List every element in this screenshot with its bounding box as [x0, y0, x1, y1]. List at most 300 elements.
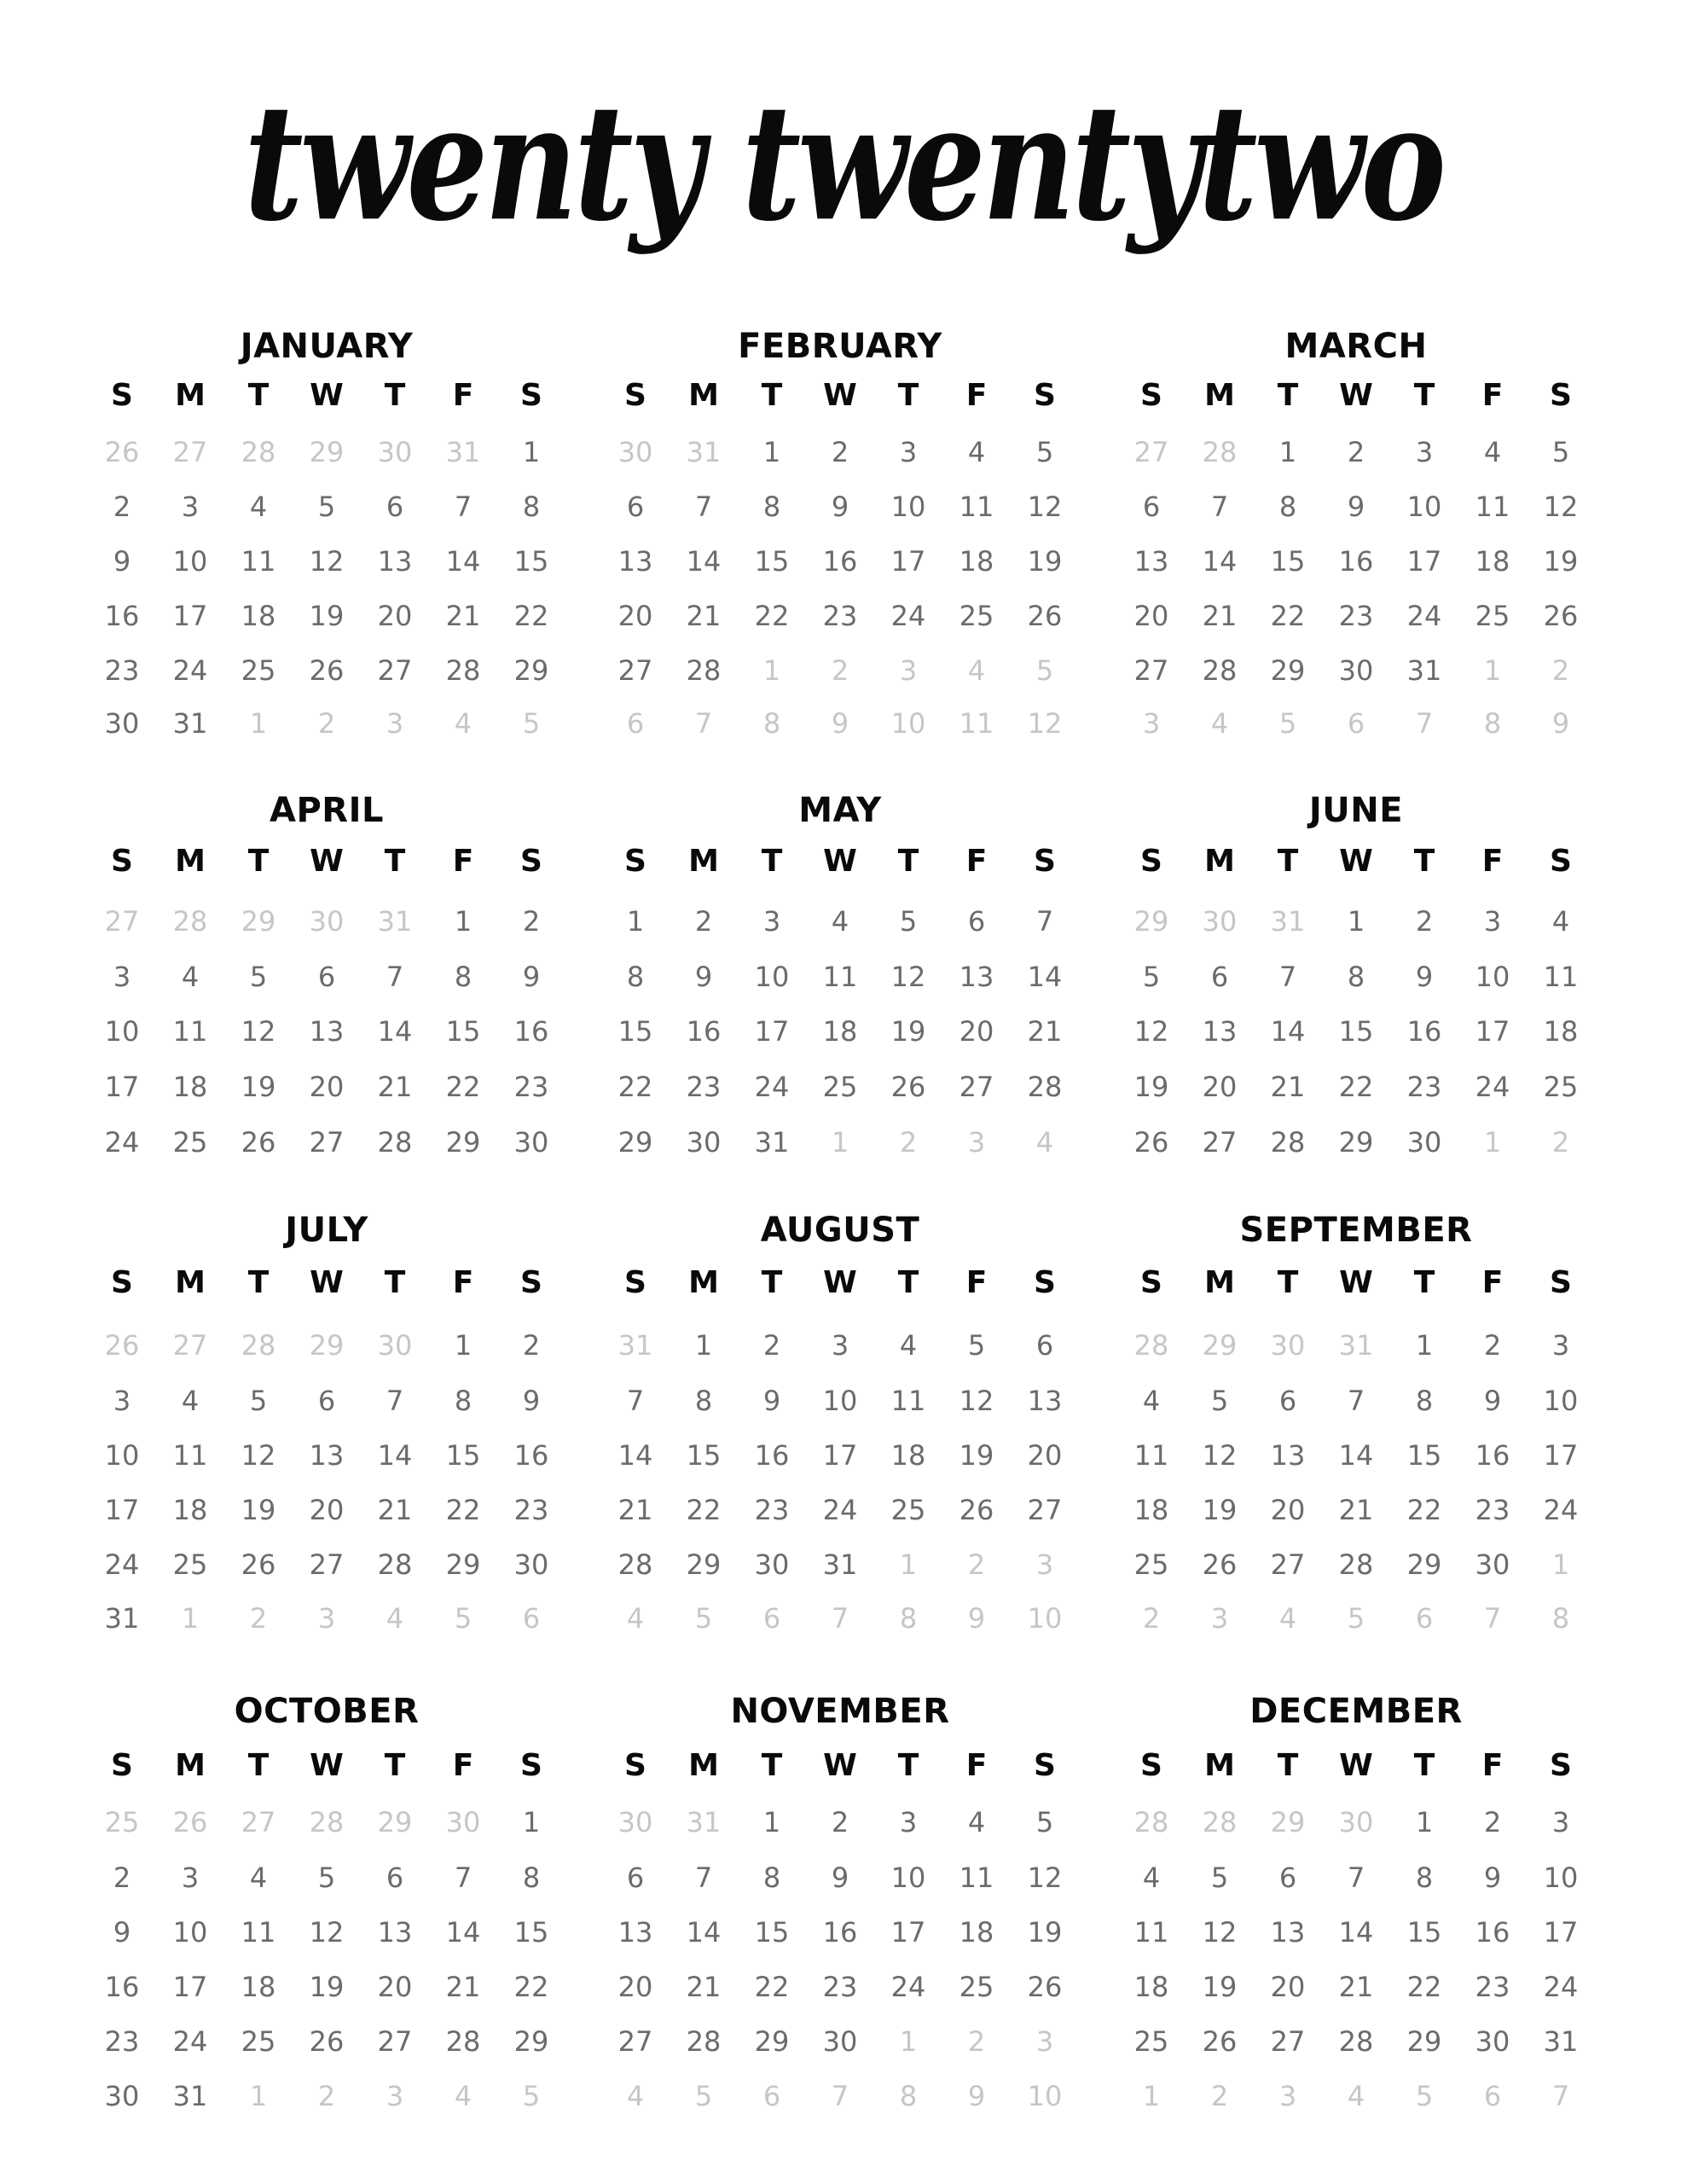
day-cell-other-month: 31 — [686, 1806, 722, 1838]
day-cell: 15 — [686, 1439, 722, 1472]
day-cell-other-month: 7 — [831, 2080, 849, 2112]
day-cell: 4 — [1551, 905, 1570, 938]
day-cell: 10 — [172, 545, 208, 578]
weekday-sun: S — [111, 1265, 133, 1300]
weekday-sat: S — [1550, 378, 1572, 413]
day-cell: 27 — [1133, 654, 1169, 687]
day-cell: 2 — [831, 1806, 849, 1838]
weekday-tue: T — [761, 378, 783, 413]
day-cell: 10 — [1406, 491, 1442, 523]
day-cell: 9 — [522, 1385, 541, 1417]
day-cell: 18 — [241, 1971, 276, 2003]
weekday-header — [1117, 1747, 1595, 1785]
weekday-fri: F — [452, 844, 474, 879]
week-row — [1117, 435, 1595, 469]
day-cell-other-month: 6 — [626, 707, 645, 740]
day-cell: 5 — [1210, 1862, 1229, 1894]
weekday-thu: T — [897, 1265, 919, 1300]
day-cell: 12 — [241, 1015, 276, 1048]
day-cell: 27 — [617, 2025, 653, 2058]
day-cell: 16 — [104, 1971, 140, 2003]
day-cell: 23 — [513, 1494, 549, 1526]
day-cell-other-month: 4 — [1278, 1602, 1297, 1635]
day-cell: 14 — [377, 1439, 413, 1472]
day-cell: 3 — [181, 491, 200, 523]
weekday-sat: S — [1034, 1265, 1056, 1300]
day-cell: 16 — [104, 600, 140, 632]
day-cell: 30 — [686, 1126, 722, 1159]
day-cell-other-month: 6 — [1483, 2080, 1502, 2112]
day-cell-other-month: 25 — [104, 1806, 140, 1838]
day-cell: 27 — [309, 1548, 345, 1581]
day-cell: 9 — [831, 491, 849, 523]
day-cell: 22 — [1406, 1494, 1442, 1526]
day-cell: 18 — [822, 1015, 858, 1048]
day-cell: 14 — [686, 1916, 722, 1949]
day-cell: 5 — [317, 491, 336, 523]
day-cell-other-month: 4 — [1210, 707, 1229, 740]
week-row — [1117, 1438, 1595, 1472]
day-cell: 11 — [1475, 491, 1510, 523]
day-cell-other-month: 4 — [1347, 2080, 1365, 2112]
day-cell: 20 — [1270, 1971, 1306, 2003]
day-cell-other-month: 8 — [1551, 1602, 1570, 1635]
day-cell: 17 — [104, 1071, 140, 1103]
day-cell: 5 — [1142, 961, 1161, 993]
day-cell-other-month: 7 — [694, 707, 713, 740]
day-cell-other-month: 4 — [454, 707, 472, 740]
weekday-header — [1117, 843, 1595, 880]
day-cell: 9 — [522, 961, 541, 993]
weekday-tue: T — [1277, 1748, 1299, 1783]
day-cell: 17 — [104, 1494, 140, 1526]
day-cell-other-month: 5 — [454, 1602, 472, 1635]
day-cell: 1 — [522, 436, 541, 468]
day-cell: 23 — [104, 2025, 140, 2058]
day-cell: 11 — [890, 1385, 926, 1417]
day-cell: 13 — [377, 545, 413, 578]
day-cell-other-month: 5 — [522, 2080, 541, 2112]
day-cell: 2 — [762, 1329, 781, 1362]
day-cell: 19 — [309, 1971, 345, 2003]
weekday-wed: W — [823, 378, 857, 413]
day-cell-other-month: 29 — [1133, 905, 1169, 938]
day-cell: 23 — [822, 1971, 858, 2003]
day-cell: 18 — [890, 1439, 926, 1472]
day-cell: 21 — [1027, 1015, 1063, 1048]
day-cell-other-month: 6 — [1347, 707, 1365, 740]
day-cell: 23 — [686, 1071, 722, 1103]
weekday-mon: M — [688, 1265, 719, 1300]
weekday-sun: S — [111, 844, 133, 879]
day-cell: 24 — [890, 600, 926, 632]
day-cell-other-month: 4 — [386, 1602, 404, 1635]
day-cell: 18 — [172, 1071, 208, 1103]
day-cell-other-month: 5 — [1347, 1602, 1365, 1635]
day-cell: 16 — [1338, 545, 1374, 578]
weekday-mon: M — [1204, 844, 1235, 879]
day-cell: 14 — [1270, 1015, 1306, 1048]
day-cell: 5 — [249, 961, 268, 993]
day-cell: 15 — [617, 1015, 653, 1048]
day-cell: 28 — [445, 654, 481, 687]
weekday-sat: S — [1550, 844, 1572, 879]
week-row — [1117, 1384, 1595, 1418]
day-cell-other-month: 4 — [967, 654, 986, 687]
day-cell-other-month: 9 — [831, 707, 849, 740]
day-cell-other-month: 1 — [1483, 1126, 1502, 1159]
day-cell: 29 — [617, 1126, 653, 1159]
day-cell: 27 — [1027, 1494, 1063, 1526]
day-cell: 16 — [513, 1015, 549, 1048]
weekday-sat: S — [1550, 1265, 1572, 1300]
day-cell: 10 — [1543, 1862, 1579, 1894]
week-row — [1117, 2024, 1595, 2059]
week-row — [88, 1493, 565, 1527]
day-cell: 18 — [172, 1494, 208, 1526]
day-cell-other-month: 31 — [617, 1329, 653, 1362]
day-cell: 6 — [1210, 961, 1229, 993]
week-row — [88, 706, 565, 741]
day-cell: 6 — [1278, 1385, 1297, 1417]
weekday-thu: T — [1413, 378, 1435, 413]
day-cell: 23 — [1475, 1494, 1510, 1526]
weekday-mon: M — [688, 1748, 719, 1783]
day-cell: 9 — [831, 1862, 849, 1894]
day-cell: 25 — [1543, 1071, 1579, 1103]
day-cell: 24 — [1543, 1494, 1579, 1526]
week-row — [601, 1548, 1079, 1582]
day-cell: 29 — [513, 654, 549, 687]
day-cell: 3 — [1551, 1806, 1570, 1838]
weekday-sun: S — [111, 378, 133, 413]
month-title: AUGUST — [760, 1211, 920, 1250]
day-cell: 9 — [1347, 491, 1365, 523]
day-cell-other-month: 27 — [241, 1806, 276, 1838]
day-cell: 5 — [317, 1862, 336, 1894]
day-cell: 27 — [377, 654, 413, 687]
day-cell-other-month: 3 — [1142, 707, 1161, 740]
day-cell: 16 — [822, 545, 858, 578]
week-row — [88, 1915, 565, 1949]
day-cell: 4 — [249, 491, 268, 523]
day-cell-other-month: 27 — [104, 905, 140, 938]
day-cell: 13 — [1270, 1916, 1306, 1949]
day-cell: 24 — [1406, 600, 1442, 632]
day-cell-other-month: 29 — [241, 905, 276, 938]
day-cell-other-month: 29 — [1270, 1806, 1306, 1838]
day-cell: 25 — [172, 1126, 208, 1159]
day-cell-other-month: 5 — [694, 2080, 713, 2112]
week-row — [1117, 1548, 1595, 1582]
day-cell: 19 — [1027, 1916, 1063, 1949]
day-cell: 24 — [172, 2025, 208, 2058]
day-cell: 4 — [181, 961, 200, 993]
day-cell: 26 — [959, 1494, 994, 1526]
month-title: MAY — [798, 791, 882, 830]
day-cell-other-month: 28 — [172, 905, 208, 938]
weekday-header — [601, 1264, 1079, 1302]
day-cell: 7 — [1278, 961, 1297, 993]
day-cell-other-month: 9 — [967, 1602, 986, 1635]
day-cell: 14 — [377, 1015, 413, 1048]
day-cell: 19 — [1027, 545, 1063, 578]
weekday-sun: S — [1140, 1748, 1162, 1783]
day-cell-other-month: 4 — [454, 2080, 472, 2112]
day-cell: 24 — [1475, 1071, 1510, 1103]
day-cell-other-month: 29 — [377, 1806, 413, 1838]
day-cell-other-month: 26 — [172, 1806, 208, 1838]
day-cell-other-month: 3 — [1035, 1548, 1054, 1581]
day-cell: 7 — [1210, 491, 1229, 523]
weekday-sat: S — [1034, 1748, 1056, 1783]
day-cell-other-month: 5 — [1278, 707, 1297, 740]
week-row — [88, 1438, 565, 1472]
week-row — [88, 1328, 565, 1362]
day-cell: 25 — [241, 654, 276, 687]
week-row — [88, 1384, 565, 1418]
day-cell-other-month: 29 — [1202, 1329, 1238, 1362]
day-cell: 26 — [1027, 600, 1063, 632]
day-cell: 13 — [1270, 1439, 1306, 1472]
week-row — [601, 599, 1079, 633]
day-cell: 15 — [445, 1015, 481, 1048]
day-cell: 17 — [890, 545, 926, 578]
day-cell-other-month: 5 — [1035, 654, 1054, 687]
day-cell-other-month: 28 — [309, 1806, 345, 1838]
day-cell-other-month: 31 — [1338, 1329, 1374, 1362]
day-cell: 13 — [959, 961, 994, 993]
day-cell: 21 — [1270, 1071, 1306, 1103]
day-cell: 18 — [1543, 1015, 1579, 1048]
day-cell: 7 — [386, 1385, 404, 1417]
weekday-tue: T — [1277, 1265, 1299, 1300]
day-cell: 24 — [754, 1071, 790, 1103]
week-row — [601, 1125, 1079, 1159]
day-cell: 26 — [890, 1071, 926, 1103]
day-cell: 25 — [1475, 600, 1510, 632]
day-cell: 18 — [1133, 1494, 1169, 1526]
day-cell: 4 — [1142, 1862, 1161, 1894]
weekday-sat: S — [1034, 844, 1056, 879]
day-cell: 2 — [113, 1862, 131, 1894]
day-cell: 23 — [1475, 1971, 1510, 2003]
day-cell: 22 — [513, 1971, 549, 2003]
day-cell: 7 — [386, 961, 404, 993]
weekday-thu: T — [897, 378, 919, 413]
day-cell: 12 — [890, 961, 926, 993]
day-cell: 21 — [445, 1971, 481, 2003]
weekday-wed: W — [1339, 1748, 1373, 1783]
day-cell: 26 — [309, 2025, 345, 2058]
day-cell-other-month: 1 — [249, 2080, 268, 2112]
day-cell: 7 — [454, 491, 472, 523]
week-row — [88, 1014, 565, 1048]
day-cell: 1 — [1278, 436, 1297, 468]
day-cell-other-month: 8 — [899, 2080, 918, 2112]
month-title: SEPTEMBER — [1239, 1211, 1473, 1250]
day-cell: 3 — [899, 1806, 918, 1838]
weekday-sat: S — [1034, 378, 1056, 413]
day-cell: 18 — [959, 1916, 994, 1949]
day-cell: 9 — [694, 961, 713, 993]
day-cell: 31 — [172, 707, 208, 740]
month-title: JUNE — [1308, 791, 1404, 830]
day-cell: 28 — [445, 2025, 481, 2058]
week-row — [1117, 1805, 1595, 1839]
day-cell: 10 — [104, 1015, 140, 1048]
week-row — [601, 904, 1079, 938]
weekday-tue: T — [247, 844, 270, 879]
week-row — [1117, 1915, 1595, 1949]
day-cell: 20 — [1202, 1071, 1238, 1103]
week-row — [1117, 653, 1595, 688]
day-cell: 13 — [617, 545, 653, 578]
week-row — [1117, 1070, 1595, 1104]
day-cell-other-month: 27 — [172, 436, 208, 468]
day-cell: 21 — [1338, 1494, 1374, 1526]
day-cell: 17 — [172, 1971, 208, 2003]
day-cell-other-month: 2 — [317, 2080, 336, 2112]
day-cell: 2 — [522, 1329, 541, 1362]
week-row — [601, 706, 1079, 741]
day-cell: 10 — [1543, 1385, 1579, 1417]
day-cell: 28 — [1027, 1071, 1063, 1103]
day-cell-other-month: 10 — [1027, 2080, 1063, 2112]
week-row — [88, 2079, 565, 2113]
day-cell: 30 — [1475, 2025, 1510, 2058]
day-cell: 5 — [1035, 1806, 1054, 1838]
day-cell: 7 — [694, 491, 713, 523]
day-cell: 22 — [754, 600, 790, 632]
month-title: MARCH — [1284, 327, 1428, 366]
day-cell: 17 — [1475, 1015, 1510, 1048]
week-row — [601, 653, 1079, 688]
day-cell: 8 — [522, 1862, 541, 1894]
day-cell-other-month: 2 — [1142, 1602, 1161, 1635]
day-cell: 12 — [1202, 1916, 1238, 1949]
day-cell-other-month: 1 — [181, 1602, 200, 1635]
day-cell: 3 — [113, 1385, 131, 1417]
day-cell: 2 — [1415, 905, 1434, 938]
weekday-wed: W — [1339, 1265, 1373, 1300]
day-cell: 2 — [113, 491, 131, 523]
weekday-tue: T — [761, 1748, 783, 1783]
day-cell: 22 — [445, 1071, 481, 1103]
day-cell: 23 — [1338, 600, 1374, 632]
day-cell: 8 — [1415, 1862, 1434, 1894]
day-cell: 28 — [686, 2025, 722, 2058]
weekday-tue: T — [247, 378, 270, 413]
day-cell: 20 — [617, 600, 653, 632]
weekday-sun: S — [1140, 1265, 1162, 1300]
day-cell-other-month: 30 — [1202, 905, 1238, 938]
weekday-header — [88, 1747, 565, 1785]
week-row — [601, 1014, 1079, 1048]
day-cell: 17 — [1406, 545, 1442, 578]
day-cell: 6 — [1035, 1329, 1054, 1362]
weekday-mon: M — [688, 378, 719, 413]
day-cell: 29 — [686, 1548, 722, 1581]
weekday-fri: F — [1481, 1748, 1504, 1783]
day-cell: 8 — [1278, 491, 1297, 523]
day-cell-other-month: 2 — [1210, 2080, 1229, 2112]
day-cell: 7 — [626, 1385, 645, 1417]
day-cell: 31 — [822, 1548, 858, 1581]
weekday-header — [601, 1747, 1079, 1785]
weekday-tue: T — [1277, 378, 1299, 413]
day-cell: 20 — [1027, 1439, 1063, 1472]
day-cell: 19 — [1202, 1494, 1238, 1526]
day-cell: 30 — [513, 1126, 549, 1159]
day-cell: 14 — [445, 1916, 481, 1949]
day-cell: 20 — [377, 1971, 413, 2003]
weekday-wed: W — [310, 1265, 344, 1300]
day-cell-other-month: 1 — [249, 707, 268, 740]
day-cell: 23 — [513, 1071, 549, 1103]
day-cell: 25 — [172, 1548, 208, 1581]
day-cell: 18 — [1475, 545, 1510, 578]
day-cell: 1 — [762, 436, 781, 468]
day-cell: 27 — [377, 2025, 413, 2058]
weekday-tue: T — [247, 1265, 270, 1300]
day-cell-other-month: 1 — [1551, 1548, 1570, 1581]
weekday-sun: S — [111, 1748, 133, 1783]
day-cell: 3 — [831, 1329, 849, 1362]
day-cell: 13 — [1133, 545, 1169, 578]
week-row — [601, 2024, 1079, 2059]
weekday-mon: M — [1204, 1748, 1235, 1783]
day-cell-other-month: 2 — [1551, 654, 1570, 687]
week-row — [88, 2024, 565, 2059]
day-cell: 1 — [626, 905, 645, 938]
day-cell: 21 — [1338, 1971, 1374, 2003]
day-cell-other-month: 2 — [317, 707, 336, 740]
week-row — [1117, 1861, 1595, 1895]
day-cell: 24 — [890, 1971, 926, 2003]
day-cell-other-month: 30 — [617, 1806, 653, 1838]
day-cell-other-month: 3 — [386, 2080, 404, 2112]
weekday-thu: T — [384, 378, 406, 413]
day-cell: 19 — [890, 1015, 926, 1048]
day-cell: 22 — [1270, 600, 1306, 632]
day-cell: 12 — [241, 1439, 276, 1472]
day-cell: 27 — [309, 1126, 345, 1159]
day-cell-other-month: 3 — [1210, 1602, 1229, 1635]
day-cell-other-month: 28 — [241, 1329, 276, 1362]
day-cell: 16 — [686, 1015, 722, 1048]
day-cell: 7 — [1347, 1385, 1365, 1417]
day-cell: 3 — [1551, 1329, 1570, 1362]
weekday-mon: M — [1204, 1265, 1235, 1300]
day-cell: 11 — [1133, 1439, 1169, 1472]
day-cell: 26 — [1133, 1126, 1169, 1159]
day-cell: 2 — [1347, 436, 1365, 468]
day-cell: 29 — [445, 1126, 481, 1159]
day-cell: 26 — [1202, 2025, 1238, 2058]
week-row — [1117, 2079, 1595, 2113]
weekday-wed: W — [310, 378, 344, 413]
day-cell: 13 — [1202, 1015, 1238, 1048]
day-cell: 16 — [1475, 1916, 1510, 1949]
day-cell: 23 — [754, 1494, 790, 1526]
day-cell: 12 — [1027, 491, 1063, 523]
day-cell: 16 — [1475, 1439, 1510, 1472]
day-cell: 31 — [754, 1126, 790, 1159]
week-row — [88, 1805, 565, 1839]
weekday-fri: F — [965, 1265, 988, 1300]
weekday-thu: T — [897, 1748, 919, 1783]
